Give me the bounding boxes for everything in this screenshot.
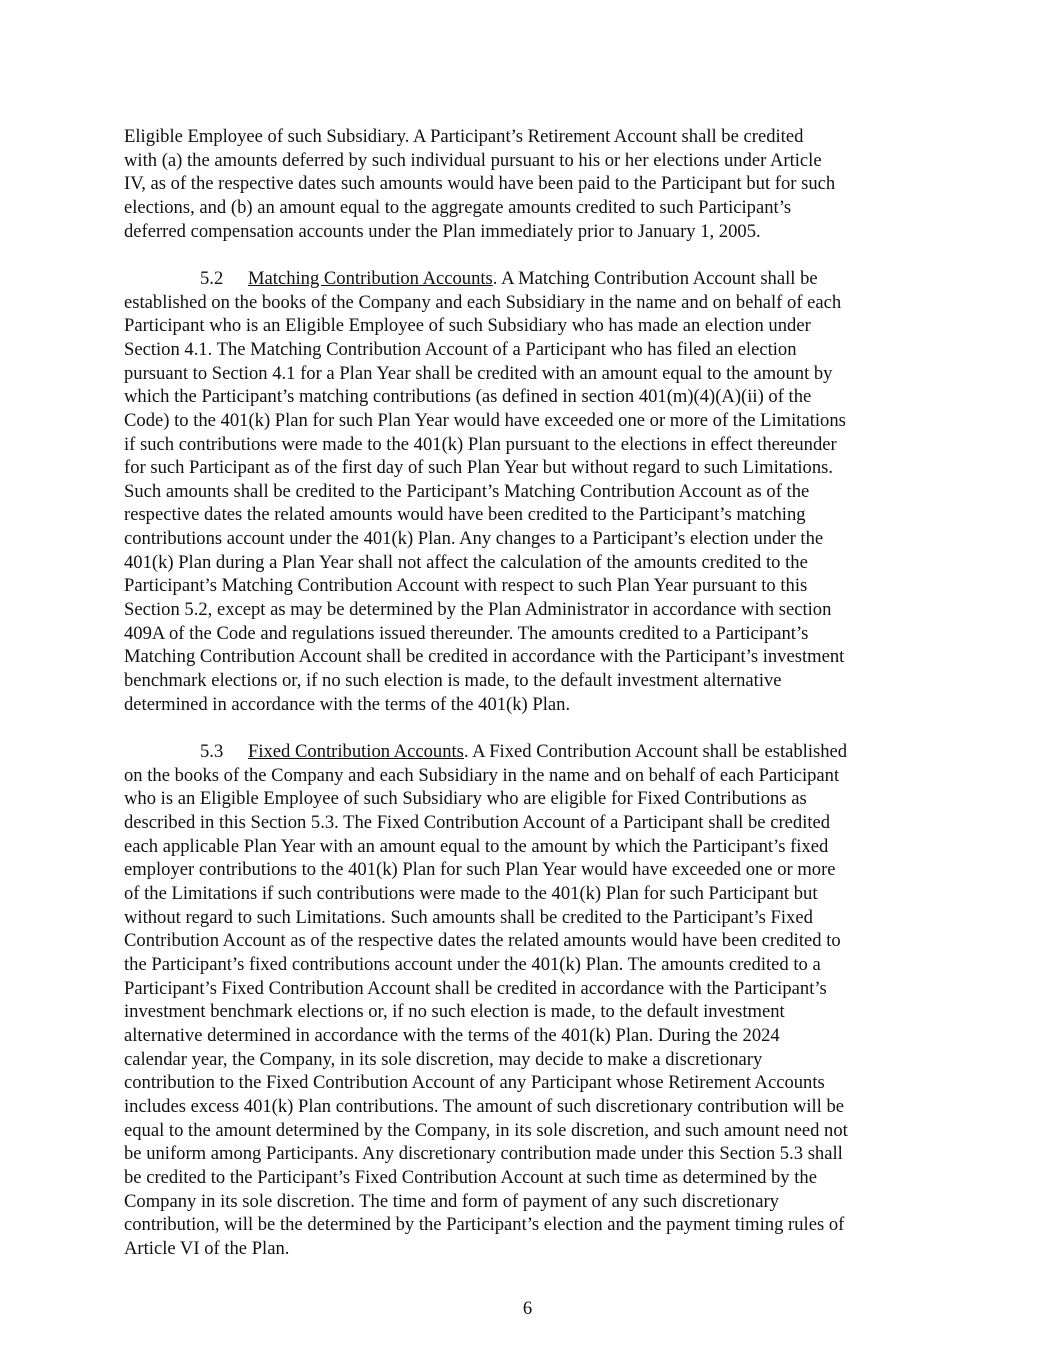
section-body: . A Fixed Contribution Account shall be established on the books of the Company and each Subsidiary in the name and on behalf of each Participant who is an Eligible Employee of such Subsidiary who are eligible for Fixed Contributions as described in this Section 5.3. The Fixed Contribution Account of a Participant shall be credited each applicable Plan Year with an amount equal to the amount by which the Participant’s fixed employer contributions to the 401(k) Plan for such Plan Year would have exceeded one or more of the Limitations if such contributions were made to the 401(k) Plan for such Participant but without regard to such Limitations. Such amounts shall be credited to the Participant’s Fixed Contribution Account as of the respective dates the related amounts would have been credited to the Participant’s fixed contributions account under the 401(k) Plan. The amounts credited to a Participant’s Fixed Contribution Account shall be credited in accordance with the Participant’s investment benchmark elections or, if no such election is made, to the default investment alternative determined in accordance with the terms of the 401(k) Plan. During the 2024 calendar year, the Company, in its sole discretion, may decide to make a discretionary contribution to the Fixed Contribution Account of any Participant whose Retirement Accounts includes excess 401(k) Plan contributions. The amount of such discretionary contribution will be equal to the amount determined by the Company, in its sole discretion, and such amount need not be uniform among Participants. Any discretionary contribution made under this Section 5.3 shall be credited to the Participant’s Fixed Contribution Account at such time as determined by the Company in its sole discretion. The time and form of payment of any such discretionary contribution, will be the determined by the Participant’s election and the payment timing rules of Article VI of the Plan. bbox=[124, 741, 848, 1259]
section-title: Fixed Contribution Accounts bbox=[248, 741, 464, 763]
section-5-3-paragraph bbox=[124, 740, 934, 1260]
section-body: . A Matching Contribution Account shall be established on the books of the Company and each Subsidiary in the name and on behalf of each Participant who is an Eligible Employee of such Subsidiary who has made an election under Section 4.1. The Matching Contribution Account of a Participant who has filed an election pursuant to Section 4.1 for a Plan Year shall be credited with an amount equal to the amount by which the Participant’s matching contributions (as defined in section 401(m)(4)(A)(ii) of the Code) to the 401(k) Plan for such Plan Year would have exceeded one or more of the Limitations if such contributions were made to the 401(k) Plan pursuant to the elections in effect thereunder for such Participant as of the first day of such Plan Year but without regard to such Limitations. Such amounts shall be credited to the Participant’s Matching Contribution Account as of the respective dates the related amounts would have been credited to the Participant’s matching contributions account under the 401(k) Plan. Any changes to a Participant’s election under the 401(k) Plan during a Plan Year shall not affect the calculation of the amounts credited to the Participant’s Matching Contribution Account with respect to such Plan Year pursuant to this Section 5.2, except as may be determined by the Plan Administrator in accordance with section 409A of the Code and regulations issued thereunder. The amounts credited to a Participant’s Matching Contribution Account shall be credited in accordance with the Participant’s investment benchmark elections or, if no such election is made, to the default investment alternative determined in accordance with the terms of the 401(k) Plan. bbox=[124, 267, 846, 715]
section-number: 5.3 bbox=[200, 741, 224, 763]
document-page bbox=[124, 125, 934, 1260]
section-5-2-paragraph bbox=[124, 267, 934, 716]
section-title: Matching Contribution Accounts bbox=[248, 267, 493, 289]
continuation-paragraph: Eligible Employee of such Subsidiary. A Participant’s Retirement Account shall be credited with (a) the amounts deferred by such individual pursuant to his or her elections under Article IV, as of the respective dates such amounts would have been paid to the Participant but for such elections, and (b) an amount equal to the aggregate amounts credited to such Participant’s deferred compensation accounts under the Plan immediately prior to January 1, 2005. bbox=[124, 126, 836, 242]
section-number: 5.2 bbox=[200, 267, 224, 289]
page-number: 6 bbox=[522, 1298, 533, 1319]
